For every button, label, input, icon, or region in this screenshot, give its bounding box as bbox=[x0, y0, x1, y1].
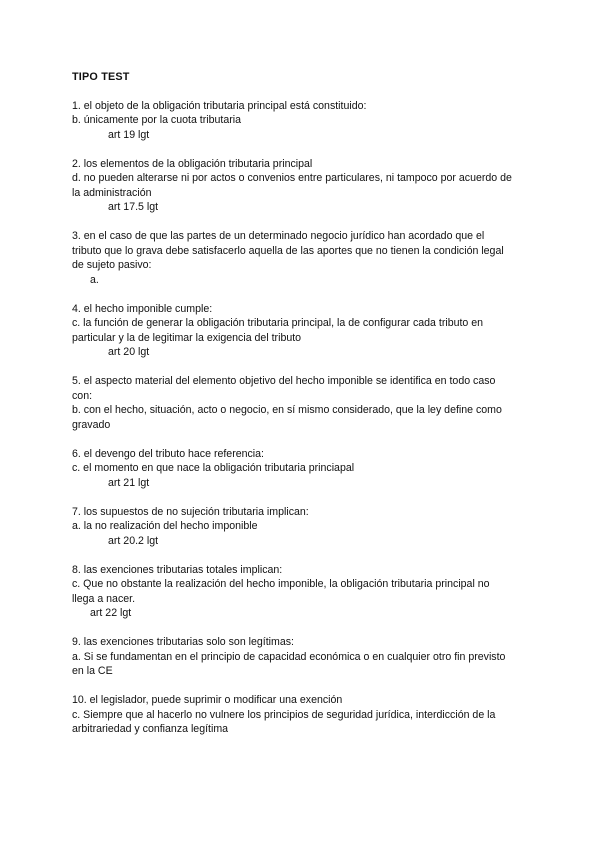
question-text: 2. los elementos de la obligación tributaria principal bbox=[72, 157, 313, 170]
question-text: 10. el legislador, puede suprimir o modificar una exención bbox=[72, 694, 343, 706]
answer-text: c. la función de generar la obligación tributaria principal, la de configurar cada tributo en particular y la de legitimar la exigencia del tributo bbox=[72, 317, 484, 344]
page-title: TIPO TEST bbox=[72, 71, 130, 83]
question-text: 6. el devengo del tributo hace referencia: bbox=[72, 447, 264, 460]
question-item-5 bbox=[72, 374, 512, 432]
document-page bbox=[72, 70, 512, 751]
answer-text: c. el momento en que nace la obligación tributaria princiapal bbox=[72, 462, 355, 474]
answer-text: a. bbox=[90, 273, 99, 286]
answer-text: b. con el hecho, situación, acto o negocio, en sí mismo considerado, que la ley define como gravado bbox=[72, 404, 502, 431]
article-reference: art 20.2 lgt bbox=[108, 534, 159, 547]
question-item-3 bbox=[72, 229, 512, 287]
question-item-10 bbox=[72, 693, 512, 737]
question-item-7 bbox=[72, 505, 512, 549]
article-reference: art 17.5 lgt bbox=[108, 201, 159, 213]
article-reference: art 20 lgt bbox=[108, 346, 150, 358]
question-text: 5. el aspecto material del elemento objetivo del hecho imponible se identifica en todo caso con: bbox=[72, 375, 496, 402]
question-item-4 bbox=[72, 302, 512, 360]
answer-text: d. no pueden alterarse ni por actos o convenios entre particulares, ni tampoco por acuerdo de la administración bbox=[72, 172, 512, 199]
question-text: 9. las exenciones tributarias solo son legítimas: bbox=[72, 636, 294, 648]
question-item-8 bbox=[72, 563, 512, 621]
question-item-6 bbox=[72, 447, 512, 491]
answer-text: b. únicamente por la cuota tributaria bbox=[72, 114, 242, 126]
article-reference: art 21 lgt bbox=[108, 476, 150, 489]
question-item-2 bbox=[72, 157, 512, 215]
article-reference: art 22 lgt bbox=[90, 607, 132, 619]
question-text: 7. los supuestos de no sujeción tributaria implican: bbox=[72, 505, 309, 518]
question-text: 1. el objeto de la obligación tributaria principal está constituido: bbox=[72, 99, 367, 112]
question-text: 3. en el caso de que las partes de un determinado negocio jurídico han acordado que el tributo que lo grava debe satisfacerlo aquella de las aportes que no tienen la condición legal de sujeto pasivo: bbox=[72, 230, 504, 271]
answer-text: a. la no realización del hecho imponible bbox=[72, 520, 258, 532]
question-text: 4. el hecho imponible cumple: bbox=[72, 302, 213, 315]
article-reference: art 19 lgt bbox=[108, 128, 150, 141]
answer-text: c. Siempre que al hacerlo no vulnere los principios de seguridad jurídica, interdicción de la arbitrariedad y confianza legítima bbox=[72, 708, 496, 735]
answer-text: c. Que no obstante la realización del hecho imponible, la obligación tributaria principal no llega a nacer. bbox=[72, 578, 490, 605]
answer-text: a. Si se fundamentan en el principio de capacidad económica o en cualquier otro fin previsto en la CE bbox=[72, 650, 506, 677]
question-text: 8. las exenciones tributarias totales implican: bbox=[72, 563, 283, 576]
question-item-9 bbox=[72, 635, 512, 679]
question-item-1 bbox=[72, 99, 512, 143]
